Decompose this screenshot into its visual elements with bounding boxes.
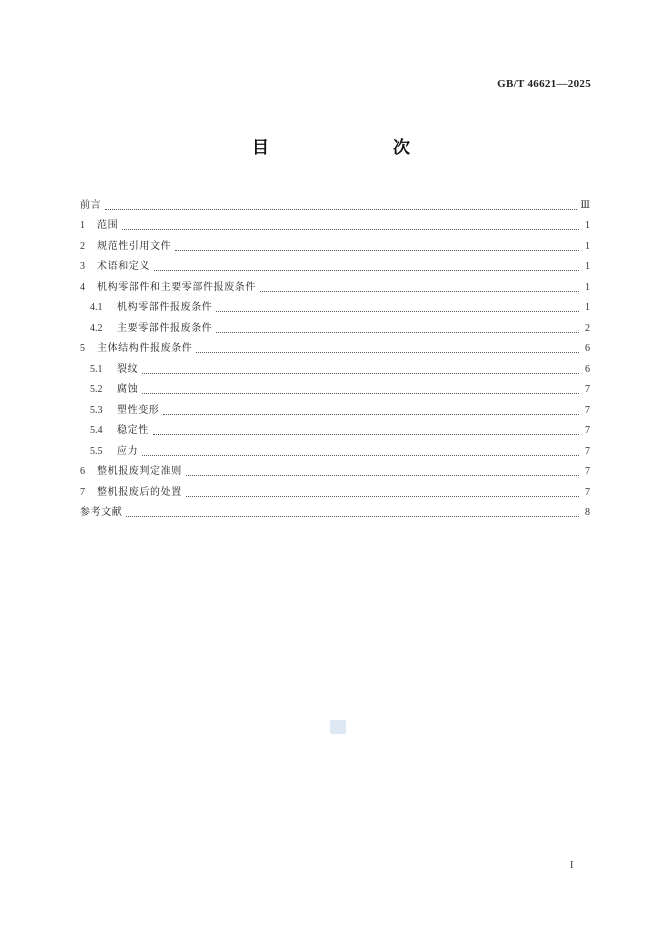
toc-entry-page: 8 (585, 507, 590, 518)
toc-entry-number: 1 (80, 220, 85, 231)
toc-leader-dots (196, 351, 579, 353)
toc-leader-dots (126, 515, 579, 517)
toc-entry-page: 7 (585, 445, 590, 457)
toc-entry[interactable] (80, 355, 590, 376)
toc-entry-page: 1 (585, 281, 590, 293)
toc-leader-dots (186, 495, 579, 497)
toc-leader-dots (154, 269, 579, 271)
toc-entry[interactable] (80, 458, 590, 479)
toc-entry-label: 机构零部件和主要零部件报废条件 (97, 281, 256, 293)
toc-entry-page: 7 (585, 466, 590, 477)
toc-entry[interactable] (80, 212, 590, 233)
toc-leader-dots (122, 228, 579, 230)
page-number: I (570, 860, 574, 871)
toc-entry-number: 7 (80, 486, 85, 498)
toc-entry-label: 主体结构件报废条件 (97, 343, 193, 354)
toc-entry-number: 5.4 (90, 425, 103, 436)
toc-entry-number: 4.2 (90, 322, 103, 334)
toc-entry-label: 裂纹 (117, 363, 139, 375)
toc-entry[interactable] (80, 191, 590, 212)
toc-entry-page: 1 (585, 302, 590, 313)
toc-entry-number: 4.1 (90, 302, 103, 313)
toc-entry[interactable] (80, 396, 590, 417)
toc-leader-dots (163, 413, 579, 415)
toc-entry-label: 应力 (117, 445, 139, 457)
toc-entry-page: 2 (585, 322, 590, 334)
toc-entry-label: 主要零部件报废条件 (117, 322, 213, 334)
toc-entry-page: 1 (585, 261, 590, 272)
toc-entry-label: 整机报废判定准则 (97, 466, 182, 477)
toc-entry-label: 腐蚀 (117, 384, 139, 395)
toc-entry[interactable] (80, 478, 590, 499)
page-title: 目 次 (252, 138, 440, 158)
toc-entry-page: 1 (585, 220, 590, 231)
table-of-contents (80, 191, 590, 519)
toc-entry-number: 2 (80, 240, 85, 252)
toc-entry-label: 范围 (97, 220, 119, 231)
toc-leader-dots (153, 433, 579, 435)
toc-entry[interactable] (80, 499, 590, 520)
toc-leader-dots (175, 249, 579, 251)
toc-leader-dots (216, 331, 579, 333)
toc-entry-page: Ⅲ (580, 199, 590, 211)
toc-entry-number: 5.3 (90, 404, 103, 416)
toc-entry-number: 5.2 (90, 384, 103, 395)
toc-leader-dots (142, 392, 579, 394)
toc-entry[interactable] (80, 273, 590, 294)
toc-entry-label: 整机报废后的处置 (97, 486, 182, 498)
toc-leader-dots (186, 474, 579, 476)
toc-entry[interactable] (80, 376, 590, 397)
toc-entry-label: 稳定性 (117, 425, 149, 436)
toc-entry-label: 机构零部件报废条件 (117, 302, 213, 313)
toc-entry-label: 前言 (80, 199, 102, 211)
toc-leader-dots (142, 454, 579, 456)
toc-leader-dots (216, 310, 579, 312)
toc-entry[interactable] (80, 335, 590, 356)
toc-entry[interactable] (80, 437, 590, 458)
toc-entry-page: 7 (585, 404, 590, 416)
toc-entry-page: 7 (585, 486, 590, 498)
toc-entry-number: 5.5 (90, 445, 103, 457)
toc-entry-page: 6 (585, 343, 590, 354)
toc-entry-page: 7 (585, 425, 590, 436)
toc-entry-number: 4 (80, 281, 85, 293)
toc-entry-number: 5 (80, 343, 85, 354)
toc-entry-label: 塑性变形 (117, 404, 160, 416)
toc-leader-dots (260, 290, 579, 292)
toc-leader-dots (142, 372, 579, 374)
toc-entry-number: 3 (80, 261, 85, 272)
toc-entry[interactable] (80, 417, 590, 438)
toc-entry-number: 5.1 (90, 363, 103, 375)
toc-entry[interactable] (80, 253, 590, 274)
toc-entry-number: 6 (80, 466, 85, 477)
standard-number: GB/T 46621—2025 (497, 78, 591, 90)
toc-entry-label: 术语和定义 (97, 261, 150, 272)
toc-entry-label: 参考文献 (80, 507, 123, 518)
toc-entry[interactable] (80, 314, 590, 335)
toc-entry-label: 规范性引用文件 (97, 240, 172, 252)
toc-leader-dots (105, 208, 577, 210)
toc-entry-page: 6 (585, 363, 590, 375)
toc-entry-page: 1 (585, 240, 590, 252)
toc-entry[interactable] (80, 232, 590, 253)
toc-entry[interactable] (80, 294, 590, 315)
watermark-logo (330, 720, 346, 734)
toc-entry-page: 7 (585, 384, 590, 395)
